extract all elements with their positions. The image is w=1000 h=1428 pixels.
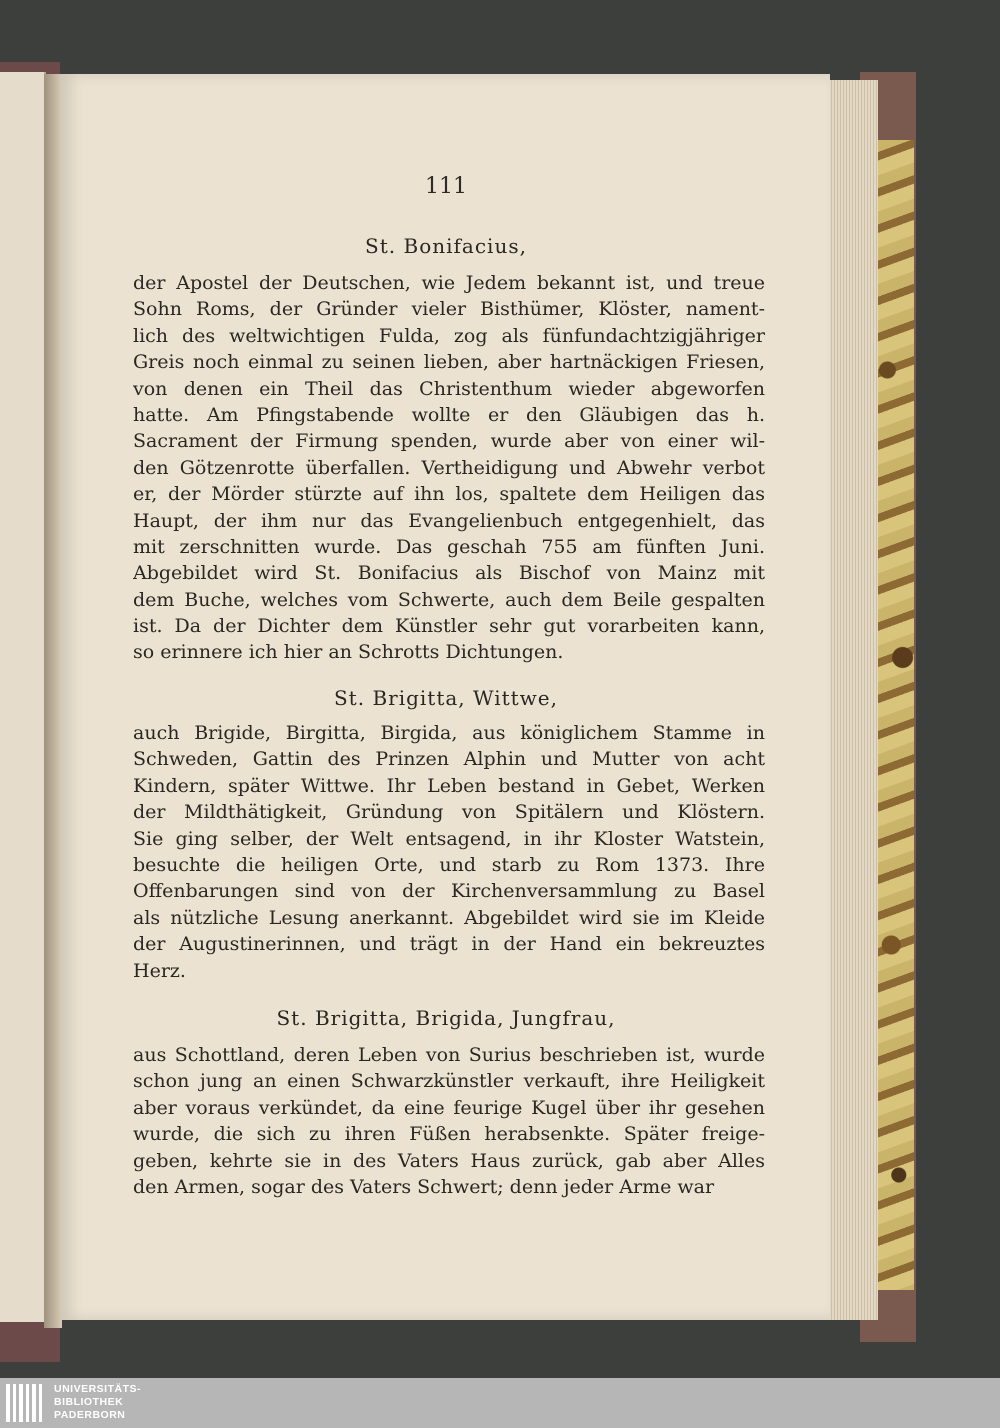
library-logo-text	[54, 1383, 141, 1422]
text-line: Sacrament der Firmung spenden, wurde aber von einer wil-	[133, 430, 765, 453]
text-line: Kindern, später Wittwe. Ihr Leben bestand in Gebet, Werken	[133, 774, 765, 797]
text-line: Offenbarungen sind von der Kirchenversammlung zu Basel	[133, 880, 765, 903]
section-heading-brigitta-jungfrau: St. Brigitta, Brigida, Jungfrau,	[276, 1006, 616, 1030]
text-line: den Götzenrotte überfallen. Vertheidigung und Abwehr verbot	[133, 456, 765, 479]
text-line: Herz.	[133, 959, 186, 982]
text-line: der Mildthätigkeit, Gründung von Spitälern und Klöstern.	[133, 801, 765, 824]
book-gutter	[44, 74, 62, 1328]
text-line: ist. Da der Dichter dem Künstler sehr gut vorarbeiten kann,	[133, 615, 765, 638]
text-line: dem Buche, welches vom Schwerte, auch dem Beile gespalten	[133, 588, 765, 611]
section-text-brigitta-wittwe	[133, 720, 765, 984]
left-page-edge	[0, 72, 46, 1322]
text-line: hatte. Am Pfingstabende wollte er den Gläubigen das h.	[133, 403, 765, 426]
text-line: Schweden, Gattin des Prinzen Alphin und Mutter von acht	[133, 748, 765, 771]
text-line: Abgebildet wird St. Bonifacius als Bischof von Mainz mit	[133, 562, 765, 585]
text-line: geben, kehrte sie in des Vaters Haus zurück, gab aber Alles	[133, 1149, 765, 1172]
text-line: schon jung an einen Schwarzkünstler verkauft, ihre Heiligkeit	[133, 1070, 765, 1093]
section-heading-brigitta-wittwe: St. Brigitta, Wittwe,	[333, 686, 558, 710]
text-line: auch Brigide, Birgitta, Birgida, aus königlichem Stamme in	[133, 722, 765, 744]
marbled-edge	[876, 140, 914, 1290]
text-line: als nützliche Lesung anerkannt. Abgebildet wird sie im Kleide	[133, 906, 765, 929]
text-line: so erinnere ich hier an Schrotts Dichtungen.	[133, 641, 564, 664]
text-line: wurde, die sich zu ihren Füßen herabsenkte. Später freige-	[133, 1123, 765, 1146]
text-line: aus Schottland, deren Leben von Surius beschrieben ist, wurde	[133, 1044, 765, 1066]
text-line: von denen ein Theil das Christenthum wieder abgeworfen	[133, 377, 765, 400]
text-line: Greis noch einmal zu seinen lieben, aber hartnäckigen Friesen,	[133, 351, 765, 374]
book-page	[62, 74, 830, 1320]
text-line: besuchte die heiligen Orte, und starb zu Rom 1373. Ihre	[133, 853, 765, 876]
text-line: mit zerschnitten wurde. Das geschah 755 am fünften Juni.	[133, 535, 765, 558]
text-line: lich des weltwichtigen Fulda, zog als fünfundachtzigjähriger	[133, 324, 765, 347]
library-logo-icon	[4, 1382, 48, 1424]
text-line: der Augustinerinnen, und trägt in der Hand ein bekreuztes	[133, 933, 765, 956]
logo-line: BIBLIOTHEK	[54, 1396, 124, 1408]
section-heading-bonifacius: St. Bonifacius,	[365, 234, 527, 258]
page-number: 111	[425, 174, 467, 199]
text-line: der Apostel der Deutschen, wie Jedem bekannt ist, und treue	[133, 272, 765, 294]
text-line: er, der Mörder stürzte auf ihn los, spaltete dem Heiligen das	[133, 483, 765, 506]
section-text-bonifacius	[133, 270, 765, 666]
text-line: Sohn Roms, der Gründer vieler Bisthümer, Klöster, nament-	[133, 298, 765, 321]
logo-line: PADERBORN	[54, 1409, 126, 1421]
section-text-brigitta-jungfrau	[133, 1042, 765, 1200]
page-edges	[826, 80, 878, 1320]
text-line: Sie ging selber, der Welt entsagend, in ihr Kloster Watstein,	[133, 827, 765, 850]
text-line: den Armen, sogar des Vaters Schwert; denn jeder Arme war	[133, 1175, 715, 1198]
library-footer	[0, 1378, 1000, 1428]
text-line: aber voraus verkündet, da eine feurige Kugel über ihr gesehen	[133, 1096, 765, 1119]
text-line: Haupt, der ihm nur das Evangelienbuch entgegenhielt, das	[133, 509, 765, 532]
logo-line: UNIVERSITÄTS-	[54, 1383, 142, 1395]
